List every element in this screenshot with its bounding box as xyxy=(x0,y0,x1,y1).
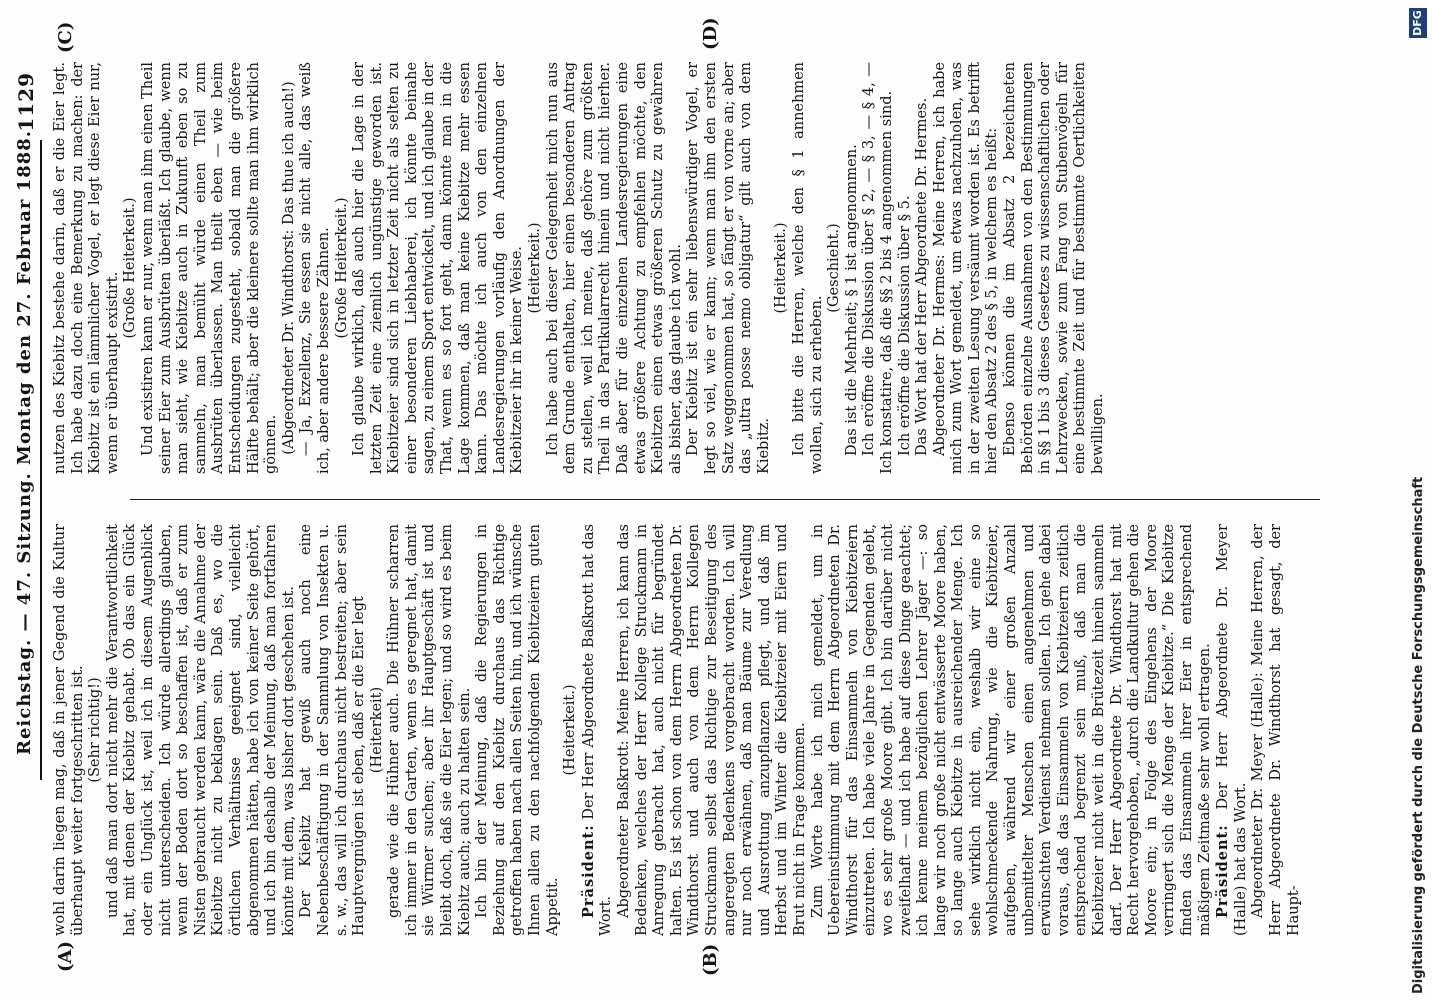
column-divider xyxy=(130,499,1320,500)
dfg-logo: DFG xyxy=(1409,8,1427,38)
paragraph-text: (Große Heiterkeit.) xyxy=(122,197,139,339)
paragraph xyxy=(474,524,562,936)
paragraph-text: Der Kiebitz ist ein sehr liebenswürdiger Vogel, er legt so viel, wie er kann; wenn man ihm den ersten Satz weggenommen hat, so fängt er von vorne an; aber das „ultra posse nemo obligatur“ gilt auch von dem Kiebitz. xyxy=(685,62,772,474)
paragraph-text: Ich bitte die Herren, welche den § 1 annehmen wollen, sich zu erheben. xyxy=(790,62,825,474)
paragraph xyxy=(773,62,791,474)
paragraph-text: Das ist die Mehrheit; § 1 ist angenommen. xyxy=(843,144,860,456)
paragraph xyxy=(826,62,844,474)
paragraph xyxy=(334,62,352,474)
paragraph-text: Ich glaube wirklich, daß auch hier die Lage in der letzten Zeit eine ziemlich ungünstige geworden ist. Kiebitzeier sind sich in letzter Zeit nicht als selten zu einer besonderen Liebhaberei, ich könnte beinahe sagen, zu einem Sport entwickelt, und ich glaube in der That, wenn es so fort geht, dann könnte man in die Lage kommen, daß man keine Kiebitze mehr essen kann. Das möchte ich auch von den einzelnen Landesregierungen vorläufig den Anordnungen der Kiebitzeier ihr in keiner Weise. xyxy=(351,62,526,474)
paragraph-text: Zum Worte habe ich mich gemeldet, um in Uebereinstimmung mit dem Herrn Abgeordneten Dr. Windthorst für das Einsammeln von Kiebitzeiern einzutreten. Ich habe viele Jahre in Gegenden gelebt, wo es sehr große Moore gibt. Ich bin darüber nicht zweifelhaft — und ich habe auf diese Dinge geachtet; ich kenne meinem bezüglichen Lehrer Jäger —: so lange wir noch große nicht entwässerte Moore haben, so lange auch Kiebitze in ausreichender Menge. Ich sehe wirklich nicht ein, weshalb wir eine so wohlschmeckende Nahrung, wie die Kiebitzeier, aufgeben, während wir einer großen Anzahl unbemittelter Menschen einen angenehmen und erwünschten Verdienst nehmen sollen. Ich gehe dabei voraus, daß das Einsammeln von Kiebitzeiern zeitlich entsprechend begrenzt sein muß, daß man die Kiebitzeier nicht weit in die Brütezeit hinein sammeln darf. Der Herr Abgeordnete Dr. Windthorst hat mit Recht hervorgehoben, „durch die Landkultur gehen die Moore ein; in Folge des Eingehens der Moore verringert sich die Menge der Kiebitze.“ Die Kiebitze finden das Einsammeln ihrer Eier in entsprechend mäßigem Zeitmaße sehr wohl ertragen. xyxy=(809,524,1213,936)
speaker-label: Präsident: xyxy=(579,824,597,918)
paragraph-text: Abgeordneter Baßkrott: Meine Herren, ich kann das Bedenken, welches der Herr Kollege Struckmann in Anregung gebracht hat, auch nicht für begründet halten. Es ist schon von dem Herrn Abgeordneten Dr. Windthorst und auch von dem Herrn Kollegen Struckmann selbst das Richtige zur Beseitigung des angeregten Bedenkens vorgebracht worden. Ich will nur noch erwähnen, daß man Bäume zur Veredlung und Ausrottung anzupflanzen pflegt, und daß im Herbst und im Winter die Kiebitzeier mit Eiern und Brut nicht in Frage kommen. xyxy=(616,524,808,936)
digitization-footer xyxy=(1406,0,1432,1000)
paragraph xyxy=(52,524,87,936)
paragraph xyxy=(527,62,545,474)
paragraph xyxy=(369,524,387,936)
page-number: 1129 xyxy=(14,72,38,132)
paragraph xyxy=(87,524,105,936)
paragraph-text: (Heiterkeit.) xyxy=(773,222,790,314)
paragraph xyxy=(1002,62,1108,474)
paragraph-text: Ich eröffne die Diskussion über § 2, — § 3, — § 4, — Ich konstatire, daß die §§ 2 bis 4 angenommen sind. xyxy=(861,62,895,474)
paragraph-text: Der Herr Abgeordnete Dr. Meyer (Halle) hat das Wort. xyxy=(1215,524,1249,936)
paragraph-text: (Große Heiterkeit.) xyxy=(333,197,350,339)
margin-letter-d: (D) xyxy=(700,17,721,50)
paragraph xyxy=(791,62,826,474)
paragraph-text: — Ja, Exzellenz, Sie essen sie nicht alle, das weiß ich, aber andere bessere Zähnen. xyxy=(298,62,332,474)
paragraph-text: Das Wort hat der Herr Abgeordnete Dr. Hermes. xyxy=(914,97,931,456)
paragraph xyxy=(562,524,580,936)
paragraph xyxy=(105,524,299,936)
paragraph xyxy=(616,524,810,936)
paragraph-text: (Heiterkeit.) xyxy=(562,684,579,776)
paragraph-text: (Abgeordneter Dr. Windthorst: Das thue ich auch!) xyxy=(280,81,297,455)
paragraph xyxy=(685,62,773,474)
text-column-left xyxy=(52,524,1352,936)
paragraph xyxy=(298,62,333,474)
paragraph xyxy=(281,62,299,474)
paragraph xyxy=(351,62,527,474)
paragraph xyxy=(122,62,140,474)
margin-letter-b: (B) xyxy=(700,943,721,976)
paragraph-text: und daß man dort nicht mehr die Verantwortlichkeit hat, mit denen der Kiebitz gehabt. Ob das ein Glück oder ein Unglück ist, weil ich in diesem Augenblick nicht unterscheiden. Ich würde allerdings glauben, wenn der Boden dort so beschaffen ist, daß er zum Nisten gebraucht werden kann, wäre die Annahme der Kiebitze nicht zu beklagen sein. Daß es, wo die örtlichen Verhältnisse geeignet sind, vielleicht abgenommen hätten, habe ich von keiner Seite gehört, und ich bin deshalb der Meinung, daß man fortfahren könnte mit dem, was bisher dort geschehen ist. xyxy=(104,524,297,936)
paragraph-text: Der Kiebitz hat gewiß auch noch eine Nebenbeschäftigung in der Sammlung von Insekten u. s. w., das will ich durchaus nicht bestreiten; aber sein Hauptvergnügen ist eben, daß er die Eier legt xyxy=(298,524,368,936)
paragraph-text: (Sehr richtig!) xyxy=(87,677,104,783)
paragraph-text: (Heiterkeit) xyxy=(368,686,385,774)
paragraph xyxy=(298,524,368,936)
page-header xyxy=(12,60,42,940)
paragraph xyxy=(897,62,915,474)
paragraph-text: Der Herr Abgeordnete Baßkrott hat das Wort. xyxy=(580,524,615,936)
paragraph xyxy=(580,524,616,936)
paragraph xyxy=(861,62,896,474)
paragraph-text: Und existiren kann er nur, wenn man ihm einen Theil seiner Eier zum Ausbrüten überläßt. Ich glaube, wenn man sieht, wie Kiebitze auch in Zukunft eben so zu sammeln, man bemüht würde einen Theil zum Ausbrüten überlassen. Man theilt eben — wie beim Entscheidungen zugesteht, sobald man die größere Hälfte behält; aber die kleinere sollte man ihm wirklich gönnen. xyxy=(139,62,280,474)
paragraph xyxy=(1214,524,1250,936)
paragraph-text: Ich bin der Meinung, daß die Regierungen in Beziehung auf den Kiebitz durchaus das Richtige getroffen haben nach allen Seiten hin, und ich wünsche Ihnen allen zu den nachfolgenden Kiebitzeiern guten Appetit. xyxy=(474,524,561,936)
header-rule xyxy=(40,140,42,780)
paragraph-text: wohl darin liegen mag, daß in jener Gegend die Kultur überhaupt weiter fortgeschritten ist. xyxy=(52,524,86,936)
paragraph-text: Abgeordneter Dr. Hermes: Meine Herren, ich habe mich zum Wort gemeldet, um etwas nachzuholen, was in der zweiten Lesung versäumt worden ist. Es betrifft hier den Absatz 2 des § 5, in welchem es heißt: xyxy=(931,62,1001,474)
paragraph-text: Ich habe auch bei dieser Gelegenheit mich nun aus dem Grunde enthalten, hier einen besonderen Antrag zu stellen, weil ich meine, daß gehöre zum größten Theil in das Partikularrecht hinein und nicht hierher. Daß aber für die einzelnen Landesregierungen eine etwas größere Achtung zu empfehlen möchte, den Kiebitzen einen etwas größeren Schutz zu gewähren als bisher, das glaube ich wohl. xyxy=(544,62,684,474)
paragraph xyxy=(52,62,122,474)
header-title: Reichstag. — 47. Sitzung. Montag den 27. Februar 1888. xyxy=(14,129,35,755)
paragraph-text: Ich eröffne die Diskussion über § 5. xyxy=(896,195,913,456)
paragraph xyxy=(140,62,281,474)
footer-credit: Digitalisierung gefördert durch die Deutsche Forschungsgemeinschaft xyxy=(1411,476,1426,994)
paragraph xyxy=(810,524,1215,936)
paragraph xyxy=(914,62,932,474)
paragraph xyxy=(844,62,862,474)
paragraph xyxy=(1250,524,1303,936)
margin-letter-a: (A) xyxy=(55,941,76,972)
paragraph-text: Abgeordneter Dr. Meyer (Halle): Meine Herren, der Herr Abgeordnete Dr. Windthorst hat gesagt, der Haupt- xyxy=(1250,524,1302,936)
speaker-label: Präsident: xyxy=(1214,824,1232,918)
paragraph xyxy=(932,62,1002,474)
paragraph xyxy=(386,524,474,936)
paragraph-text: gerade wie die Hühner auch. Die Hühner scharren ich immer in den Garten, wenn es geregnet hat, damit sie Würmer suchen; aber ihr Hauptgeschäft ist und bleibt doch, daß sie die Eier legen; und so wird es beim Kiebitz auch; auch zu halten sein. xyxy=(386,524,473,936)
paragraph-text: (Geschieht.) xyxy=(826,223,843,313)
margin-letter-c: (C) xyxy=(55,21,76,53)
paragraph-text: (Heiterkeit.) xyxy=(527,222,544,314)
text-column-right xyxy=(52,62,1352,474)
paragraph xyxy=(545,62,686,474)
paragraph-text: Ebenso können die im Absatz 2 bezeichneten Behörden einzelne Ausnahmen von den Bestimmungen in §§ 1 bis 3 dieses Gesetzes zu wissenschaftlichen oder Lehrzwecken, sowie zum Fang von Stubenvögeln für eine bestimmte Zeit und für bestimmte Oertlichkeiten bewilligen. xyxy=(1002,62,1107,474)
paragraph-text: nutzen des Kiebitz bestehe darin, daß er die Eier legt. Ich habe dazu doch eine Bemerkung zu machen: der Kiebitz ist ein lämmlicher Vogel, er legt diese Eier nur, wenn er überhaupt existirt. xyxy=(52,62,121,474)
